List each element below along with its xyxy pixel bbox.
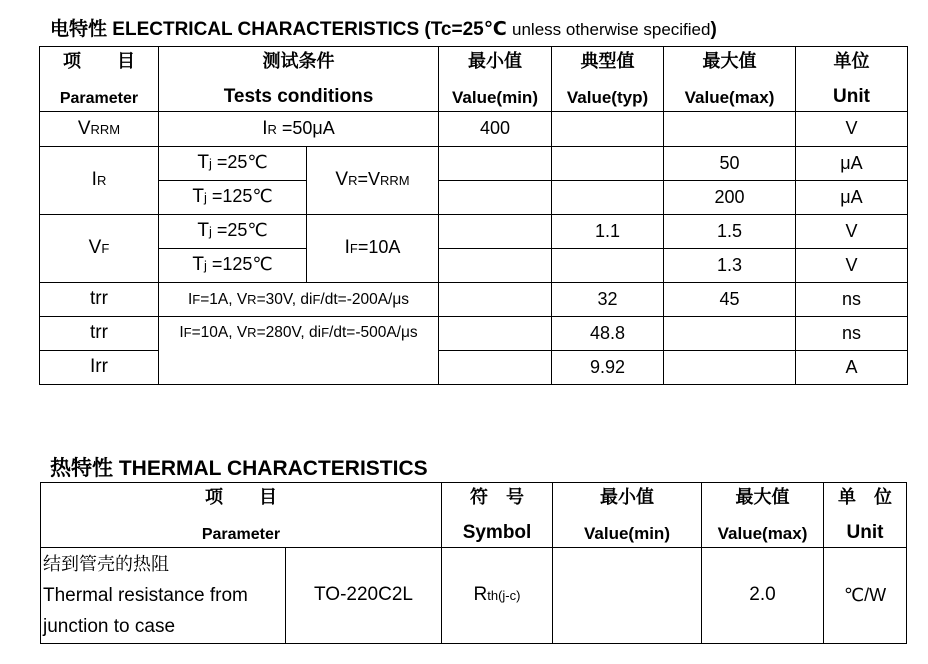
cond-ir-tj25: Tj =25℃ [159, 147, 307, 181]
typ-trr-2: 48.8 [552, 317, 664, 351]
unit-ir-2: μA [796, 181, 908, 215]
row-vf-1 [40, 215, 908, 249]
thermal-row-rth [41, 548, 907, 644]
min-vrrm: 400 [439, 112, 552, 147]
thermal-title-cn: 热特性 [50, 456, 113, 480]
electrical-section-title [50, 14, 717, 41]
cond-trr-1: IF=1A, VR=30V, diF/dt=-200A/μs [159, 283, 439, 317]
thermal-title-en: THERMAL CHARACTERISTICS [118, 457, 428, 480]
thermal-min [553, 548, 702, 644]
cond-ir-vr: VR=VRRM [307, 147, 439, 215]
max-ir-1: 50 [664, 147, 796, 181]
min-trr-2 [439, 317, 552, 351]
row-ir-2 [40, 181, 908, 215]
thermal-header-unit: 单 位 Unit [824, 483, 907, 548]
thermal-header-row [41, 483, 907, 548]
thermal-header-symbol: 符 号 Symbol [442, 483, 553, 548]
max-trr-1: 45 [664, 283, 796, 317]
cond-vf-if: IF=10A [307, 215, 439, 283]
unit-vrrm: V [796, 112, 908, 147]
row-vrrm [40, 112, 908, 147]
electrical-title-note: unless otherwise specified [512, 20, 711, 39]
max-vrrm [664, 112, 796, 147]
row-trr-1 [40, 283, 908, 317]
typ-trr-1: 32 [552, 283, 664, 317]
cond-ir-tj125: Tj =125℃ [159, 181, 307, 215]
cond-vrrm: IR =50μA [159, 112, 439, 147]
unit-trr-2: ns [796, 317, 908, 351]
min-vf-1 [439, 215, 552, 249]
typ-vf-1: 1.1 [552, 215, 664, 249]
param-ir: IR [40, 147, 159, 215]
row-vf-2 [40, 249, 908, 283]
min-vf-2 [439, 249, 552, 283]
thermal-label-cn: 结到管壳的热阻 [43, 554, 169, 575]
cond-vf-tj25: Tj =25℃ [159, 215, 307, 249]
thermal-symbol: Rth(j-c) [442, 548, 553, 644]
max-vf-2: 1.3 [664, 249, 796, 283]
header-min: 最小值 Value(min) [439, 47, 552, 112]
param-vf: VF [40, 215, 159, 283]
typ-vrrm [552, 112, 664, 147]
header-conditions: 测试条件 Tests conditions [159, 47, 439, 112]
thermal-header-parameter: 项 目 Parameter [41, 483, 442, 548]
unit-trr-1: ns [796, 283, 908, 317]
unit-vf-1: V [796, 215, 908, 249]
typ-irr: 9.92 [552, 351, 664, 385]
thermal-max: 2.0 [702, 548, 824, 644]
thermal-header-min: 最小值 Value(min) [553, 483, 702, 548]
cond-trr-2: IF=10A, VR=280V, diF/dt=-500A/μs [159, 317, 439, 385]
param-trr-2: trr [40, 317, 159, 351]
unit-irr: A [796, 351, 908, 385]
thermal-header-max: 最大值 Value(max) [702, 483, 824, 548]
electrical-title-close: ) [710, 19, 717, 40]
thermal-param-label [41, 548, 286, 644]
param-trr-1: trr [40, 283, 159, 317]
header-unit: 单位 Unit [796, 47, 908, 112]
typ-vf-2 [552, 249, 664, 283]
min-ir-2 [439, 181, 552, 215]
thermal-section-title [50, 452, 428, 482]
electrical-title-cn: 电特性 [50, 18, 108, 40]
thermal-label-en1: Thermal resistance from [43, 585, 248, 606]
min-irr [439, 351, 552, 385]
thermal-characteristics-table [40, 482, 907, 644]
unit-ir-1: μA [796, 147, 908, 181]
typ-ir-2 [552, 181, 664, 215]
row-trr-2 [40, 317, 908, 351]
header-max: 最大值 Value(max) [664, 47, 796, 112]
min-trr-1 [439, 283, 552, 317]
max-irr [664, 351, 796, 385]
thermal-unit: ℃/W [824, 548, 907, 644]
thermal-package: TO-220C2L [286, 548, 442, 644]
min-ir-1 [439, 147, 552, 181]
electrical-characteristics-table [39, 46, 908, 385]
param-vrrm: VRRM [40, 112, 159, 147]
cond-vf-tj125: Tj =125℃ [159, 249, 307, 283]
typ-ir-1 [552, 147, 664, 181]
header-row [40, 47, 908, 112]
max-trr-2 [664, 317, 796, 351]
max-ir-2: 200 [664, 181, 796, 215]
param-irr: Irr [40, 351, 159, 385]
header-parameter: 项 目 Parameter [40, 47, 159, 112]
electrical-title-en: ELECTRICAL CHARACTERISTICS (Tc=25℃ [112, 19, 507, 40]
thermal-label-en2: junction to case [43, 616, 176, 637]
max-vf-1: 1.5 [664, 215, 796, 249]
row-ir-1 [40, 147, 908, 181]
header-typ: 典型值 Value(typ) [552, 47, 664, 112]
unit-vf-2: V [796, 249, 908, 283]
